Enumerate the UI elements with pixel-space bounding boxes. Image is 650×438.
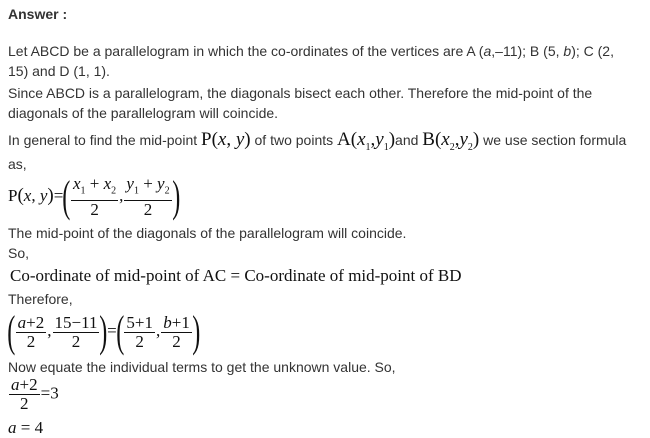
equation-midpoints: Co-ordinate of mid-point of AC = Co-ordinate of mid-point of BD xyxy=(10,266,462,285)
general-text-4: we use section formula xyxy=(483,132,627,148)
diagonals-line-1: Since ABCD is a parallelogram, the diagonals bisect each other. Therefore the mid-point of the xyxy=(8,85,593,101)
paragraph-therefore: Therefore, xyxy=(8,291,73,307)
paragraph-vertices xyxy=(8,42,638,81)
general-text-2: of two points xyxy=(254,132,334,148)
vertices-text-4: 15) and D (1, 1). xyxy=(8,62,110,79)
frac-y1-plus-y2-over-2: $\frac{y_1 + y_2}{2}$ xyxy=(126,173,170,220)
vertices-text-2: ,–11); B (5, xyxy=(491,43,564,59)
paragraph-so: So, xyxy=(8,245,30,261)
section-formula: P(x, y)=( $\frac{x_1 + x_2}{2}$ , $\frac{y_1 + y_2}{2}$ ) xyxy=(8,172,180,221)
math-A-x1y1: $A(x_1,y_1)$ xyxy=(337,129,396,153)
answer-heading: Answer : xyxy=(8,6,68,22)
frac-5-plus-1-over-2: $\frac{5+1}{2}$ xyxy=(126,312,153,351)
frac-a-plus-2-over-2: $\frac{a+2}{2}$ xyxy=(17,312,45,351)
math-B-x2y2: $B(x_2,y_2)$ xyxy=(422,129,480,153)
frac-b-plus-1-over-2: $\frac{b+1}{2}$ xyxy=(163,312,190,351)
var-b: b xyxy=(563,43,572,59)
equation-a-plus-2-over-2: $\frac{a+2}{2}$ =3 xyxy=(11,375,59,413)
paragraph-equate: Now equate the individual terms to get the unknown value. So, xyxy=(8,359,396,375)
diagonals-line-2: diagonals of the parallelogram will coincide. xyxy=(8,104,279,121)
frac-15-minus-11-over-2: $\frac{15-11}{2}$ xyxy=(54,312,98,351)
general-text-as: as, xyxy=(8,156,27,172)
frac-x1-plus-x2-over-2: $\frac{x_1 + x_2}{2}$ xyxy=(72,173,117,220)
frac-a-plus-2-over-2-solve: $\frac{a+2}{2}$ xyxy=(11,375,38,413)
equation-midpoint-values: ( $\frac{a+2}{2}$ , $\frac{15-11}{2}$ )=( $\frac{5+1}{2}$ , $\frac{b+1}{2}$ ) xyxy=(7,307,201,356)
general-text-1: In general to find the mid-point xyxy=(8,132,198,148)
vertices-text-1: Let ABCD be a parallelogram in which the co-ordinates of the vertices are A ( xyxy=(8,43,484,59)
paragraph-coincide: The mid-point of the diagonals of the parallelogram will coincide. xyxy=(8,225,407,241)
paragraph-diagonals xyxy=(8,84,638,123)
math-P-xy: P(x, y) xyxy=(201,129,251,150)
var-a: a xyxy=(483,43,492,59)
vertices-text-3: ); C (2, xyxy=(571,43,614,59)
equation-a-equals-4: a = 4 xyxy=(8,418,44,437)
general-text-3: and xyxy=(395,132,419,148)
